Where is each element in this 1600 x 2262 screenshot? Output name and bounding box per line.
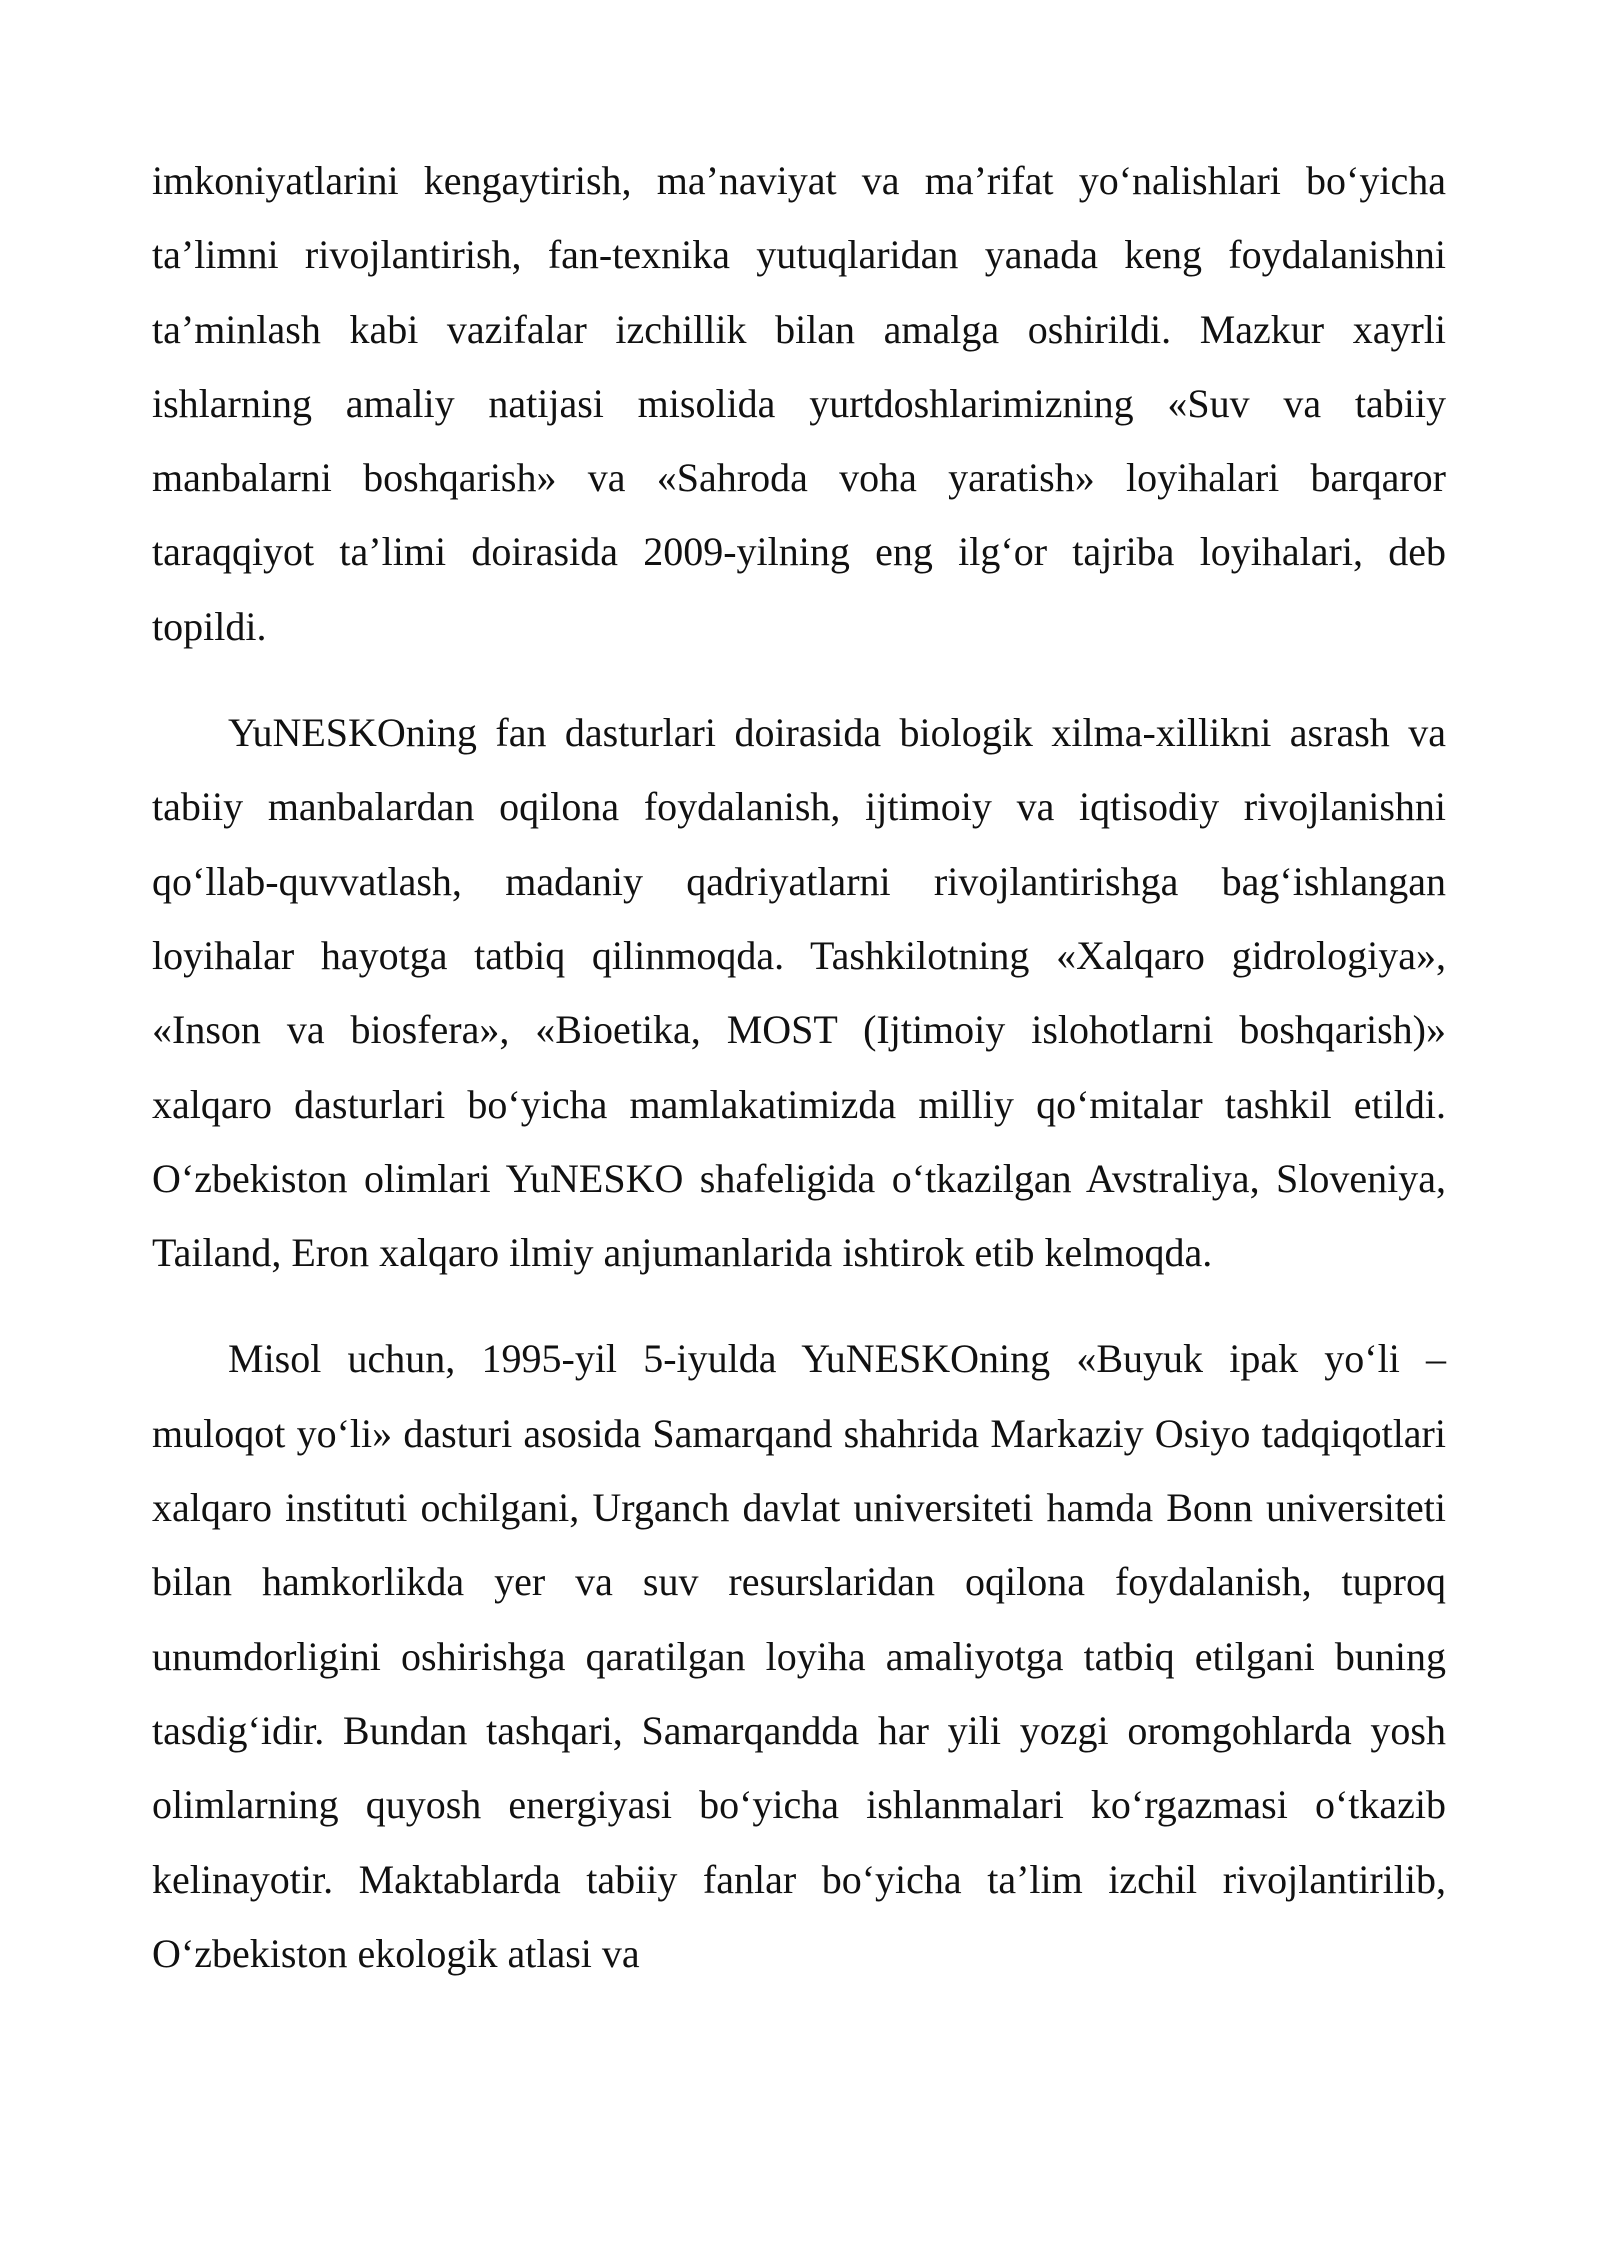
paragraph-2: YuNESKOning fan dasturlari doirasida biologik xilma-xillikni asrash va tabiiy manbalardan oqilona foydalanish, ijtimoiy va iqtisodiy rivojlanishni qo‘llab-quvvatlash, madaniy qadriyatlarni rivojlantirishga bag‘ishlangan loyihalar hayotga tatbiq qilinmoqda. Tashkilotning «Xalqaro gidrologiya», «Inson va biosfera», «Bioetika, MOST (Ijtimoiy islohotlarni boshqarish)» xalqaro dasturlari bo‘yicha mamlakatimizda milliy qo‘mitalar tashkil etildi. O‘zbekiston olimlari YuNESKO shafeligida o‘tkazilgan Avstraliya, Sloveniya, Tailand, Eron xalqaro ilmiy anjumanlarida ishtirok etib kelmoqda. bbox=[152, 710, 1446, 1276]
paragraph-1: imkoniyatlarini kengaytirish, ma’naviyat va ma’rifat yo‘nalishlari bo‘yicha ta’limni rivojlantirish, fan-texnika yutuqlaridan yanada keng foydalanishni ta’minlash kabi vazifalar izchillik bilan amalga oshirildi. Mazkur xayrli ishlarning amaliy natijasi misolida yurtdoshlarimizning «Suv va tabiiy manbalarni boshqarish» va «Sahroda voha yaratish» loyihalari barqaror taraqqiyot ta’limi doirasida 2009-yilning eng ilg‘or tajriba loyihalari, deb topildi. bbox=[152, 158, 1446, 649]
document-page bbox=[152, 144, 1446, 2023]
paragraph-3: Misol uchun, 1995-yil 5-iyulda YuNESKOning «Buyuk ipak yo‘li – muloqot yo‘li» dasturi asosida Samarqand shahrida Markaziy Osiyo tadqiqotlari xalqaro instituti ochilgani, Urganch davlat universiteti hamda Bonn universiteti bilan hamkorlikda yer va suv resurslaridan oqilona foydalanish, tuproq unumdorligini oshirishga qaratilgan loyiha amaliyotga tatbiq etilgani buning tasdig‘idir. Bundan tashqari, Samarqandda har yili yozgi oromgohlarda yosh olimlarning quyosh energiyasi bo‘yicha ishlanmalari ko‘rgazmasi o‘tkazib kelinayotir. Maktablarda tabiiy fanlar bo‘yicha ta’lim izchil rivojlantirilib, O‘zbekiston ekologik atlasi va bbox=[152, 1336, 1446, 1976]
